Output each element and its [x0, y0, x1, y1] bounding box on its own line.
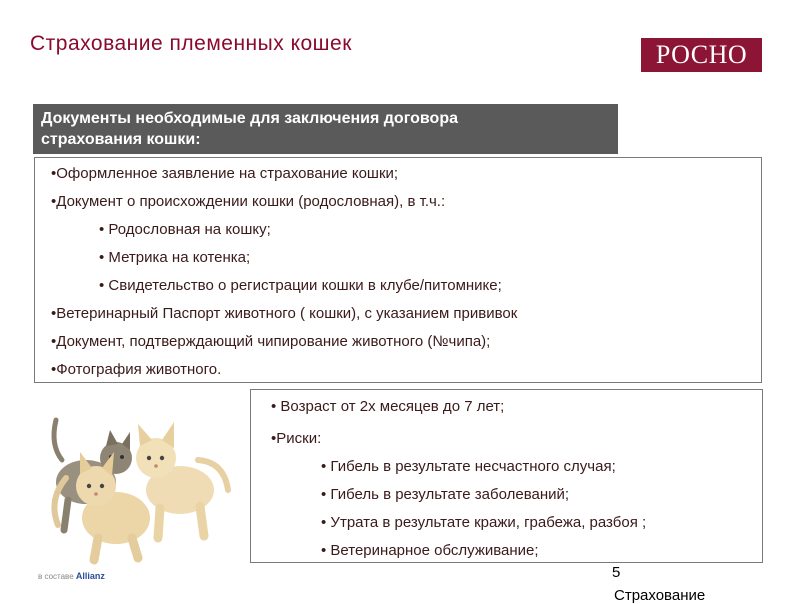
documents-header	[33, 104, 618, 154]
slide-title: Страхование племенных кошек	[30, 32, 352, 55]
risk-item: • Гибель в результате заболеваний;	[321, 486, 570, 503]
documents-item: •Документ о происхождении кошки (родословная), в т.ч.:	[51, 193, 446, 210]
documents-list-box	[34, 157, 762, 383]
conditions-box	[250, 389, 763, 563]
documents-subitem: • Родословная на кошку;	[99, 221, 271, 238]
page-label: Страхование	[614, 587, 706, 604]
page-number: 5	[612, 564, 621, 581]
documents-subitem: • Свидетельство о регистрации кошки в клубе/питомнике;	[99, 277, 502, 294]
kittens-image	[28, 400, 248, 570]
conditions-item: • Возраст от 2х месяцев до 7 лет;	[271, 398, 505, 415]
risk-item: • Ветеринарное обслуживание;	[321, 542, 539, 559]
documents-item: •Ветеринарный Паспорт животного ( кошки), с указанием прививок	[51, 305, 518, 322]
risk-item: • Гибель в результате несчастного случая;	[321, 458, 616, 475]
allianz-brand	[38, 571, 105, 581]
documents-item: •Фотография животного.	[51, 361, 222, 378]
documents-item: •Оформленное заявление на страхование кошки;	[51, 165, 399, 182]
documents-subitem: • Метрика на котенка;	[99, 249, 251, 266]
allianz-logo: Allianz	[75, 571, 105, 581]
documents-item: •Документ, подтверждающий чипирование животного (№чипа);	[51, 333, 491, 350]
brand-prefix: в составе	[38, 572, 74, 581]
documents-header-line2: страхования кошки:	[41, 131, 201, 148]
documents-header-line1: Документы необходимые для заключения договора	[41, 110, 458, 127]
rosno-logo: РОСНО	[641, 38, 762, 72]
risk-item: • Утрата в результате кражи, грабежа, разбоя ;	[321, 514, 647, 531]
conditions-item: •Риски:	[271, 430, 322, 447]
